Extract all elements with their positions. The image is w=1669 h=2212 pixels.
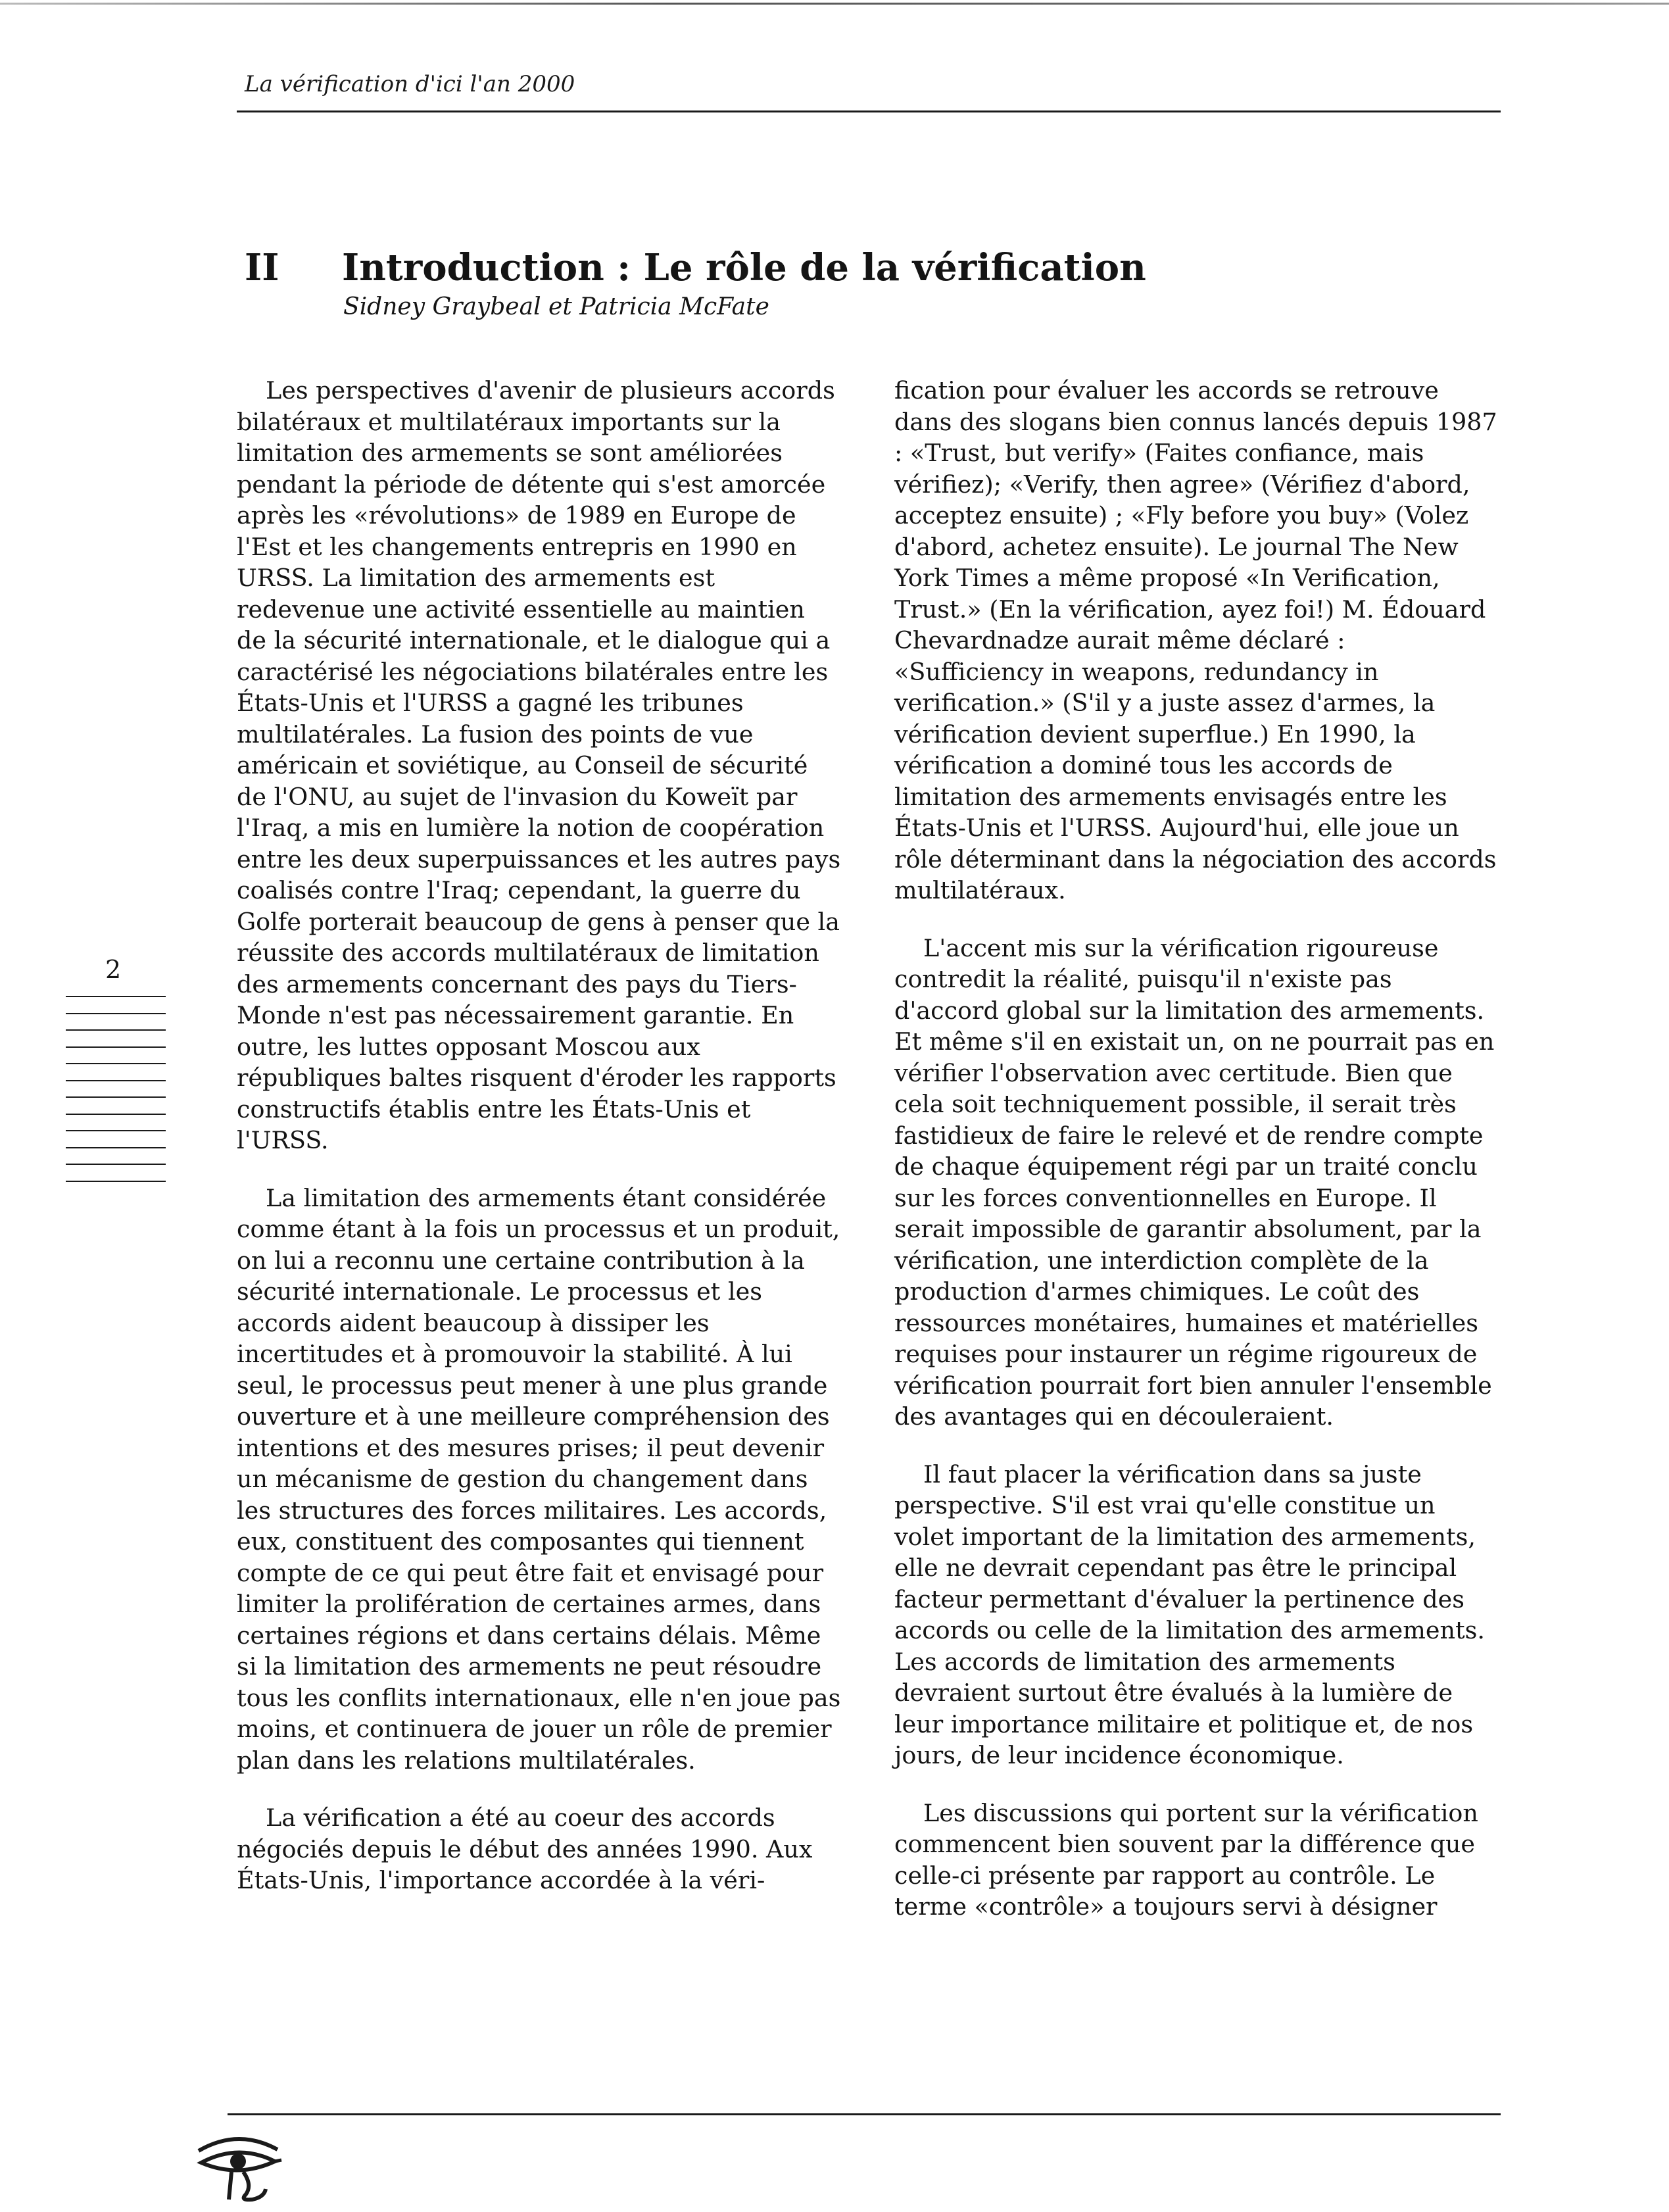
eye-of-horus-logo-icon	[192, 2131, 284, 2203]
footer-rule	[228, 2113, 1501, 2115]
scan-top-edge	[0, 3, 1669, 5]
paragraph: Les perspectives d'avenir de plusieurs accords bilatéraux et multilatéraux importants sur la limitation des armements se sont améliorées pendant la période de détente qui s'est amorcée après les «révolutions» de 1989 en Europe de l'Est et les changements entrepris en 1990 en URSS. La limitation des armements est redevenue une activité essentielle au maintien de la sécurité internationale, et le dialogue qui a caractérisé les négociations bilatérales entre les États-Unis et l'URSS a gagné les tribunes multilatérales. La fusion des points de vue américain et soviétique, au Conseil de sécurité de l'ONU, au sujet de l'invasion du Koweït par l'Iraq, a mis en lumière la notion de coopération entre les deux superpuissances et les autres pays coalisés contre l'Iraq; cependant, la guerre du Golfe porterait beaucoup de gens à penser que la réussite des accords multilatéraux de limitation des armements concernant des pays du Tiers-Monde n'est pas nécessairement garantie. En outre, les luttes opposant Moscou aux républiques baltes risquent d'éroder les rapports constructifs établis entre les États-Unis et l'URSS.	[237, 376, 841, 1154]
header-rule	[237, 111, 1501, 112]
page-number: 2	[105, 955, 122, 984]
chapter-title: Introduction : Le rôle de la vérification	[342, 246, 1146, 289]
chapter-number: II	[245, 246, 279, 289]
paragraph: La limitation des armements étant considérée comme étant à la fois un processus et un produit, on lui a reconnu une certaine contribution à la sécurité internationale. Le processus et les accords aident beaucoup à dissiper les incertitudes et à promouvoir la stabilité. À lui seul, le processus peut mener à une plus grande ouverture et à une meilleure compréhension des intentions et des mesures prises; il peut devenir un mécanisme de gestion du changement dans les structures des forces militaires. Les accords, eux, constituent des composantes qui tiennent compte de ce qui peut être fait et envisagé pour limiter la prolifération de certaines armes, dans certaines régions et dans certains délais. Même si la limitation des armements ne peut résoudre tous les conflits internationaux, elle n'en joue pas moins, et continuera de jouer un rôle de premier plan dans les relations multilatérales.	[237, 1183, 841, 1775]
right-column	[894, 375, 1499, 1949]
paragraph: La vérification a été au coeur des accords négociés depuis le début des années 1990. Aux États-Unis, l'importance accordée à la véri-	[237, 1804, 813, 1894]
paragraph: Les discussions qui portent sur la vérification commencent bien souvent par la différence que celle-ci présente par rapport au contrôle. Le terme «contrôle» a toujours servi à désigner	[894, 1798, 1478, 1921]
margin-decoration	[66, 996, 166, 1197]
running-header: La vérification d'ici l'an 2000	[245, 71, 575, 97]
paragraph: L'accent mis sur la vérification rigoureuse contredit la réalité, puisqu'il n'existe pas d'accord global sur la limitation des armements. Et même s'il en existait un, on ne pourrait pas en vérifier l'observation avec certitude. Bien que cela soit techniquement possible, il serait très fastidieux de faire le relevé et de rendre compte de chaque équipement régi par un traité conclu sur les forces conventionnelles en Europe. Il serait impossible de garantir absolument, par la vérification, une interdiction complète de la production d'armes chimiques. Le coût des ressources monétaires, humaines et matérielles requises pour instaurer un régime rigoureux de vérification pourrait fort bien annuler l'ensemble des avantages qui en découleraient.	[894, 933, 1495, 1431]
chapter-authors: Sidney Graybeal et Patricia McFate	[343, 293, 769, 320]
paragraph: Il faut placer la vérification dans sa juste perspective. S'il est vrai qu'elle constitue un volet important de la limitation des armements, elle ne devrait cependant pas être le principal facteur permettant d'évaluer la pertinence des accords ou celle de la limitation des armements. Les accords de limitation des armements devraient surtout être évalués à la lumière de leur importance militaire et politique et, de nos jours, de leur incidence économique.	[894, 1460, 1485, 1769]
paragraph: fication pour évaluer les accords se retrouve dans des slogans bien connus lancés depuis 1987 : «Trust, but verify» (Faites confiance, mais vérifiez); «Verify, then agree» (Vérifiez d'abord, acceptez ensuite) ; «Fly before you buy» (Volez d'abord, achetez ensuite). Le journal The New York Times a même proposé «In Verification, Trust.» (En la vérification, ayez foi!) M. Édouard Chevardnadze aurait même déclaré : «Sufficiency in weapons, redundancy in verification.» (S'il y a juste assez d'armes, la vérification devient superflue.) En 1990, la vérification a dominé tous les accords de limitation des armements envisagés entre les États-Unis et l'URSS. Aujourd'hui, elle joue un rôle déterminant dans la négociation des accords multilatéraux.	[894, 376, 1497, 904]
left-column	[237, 375, 842, 1923]
